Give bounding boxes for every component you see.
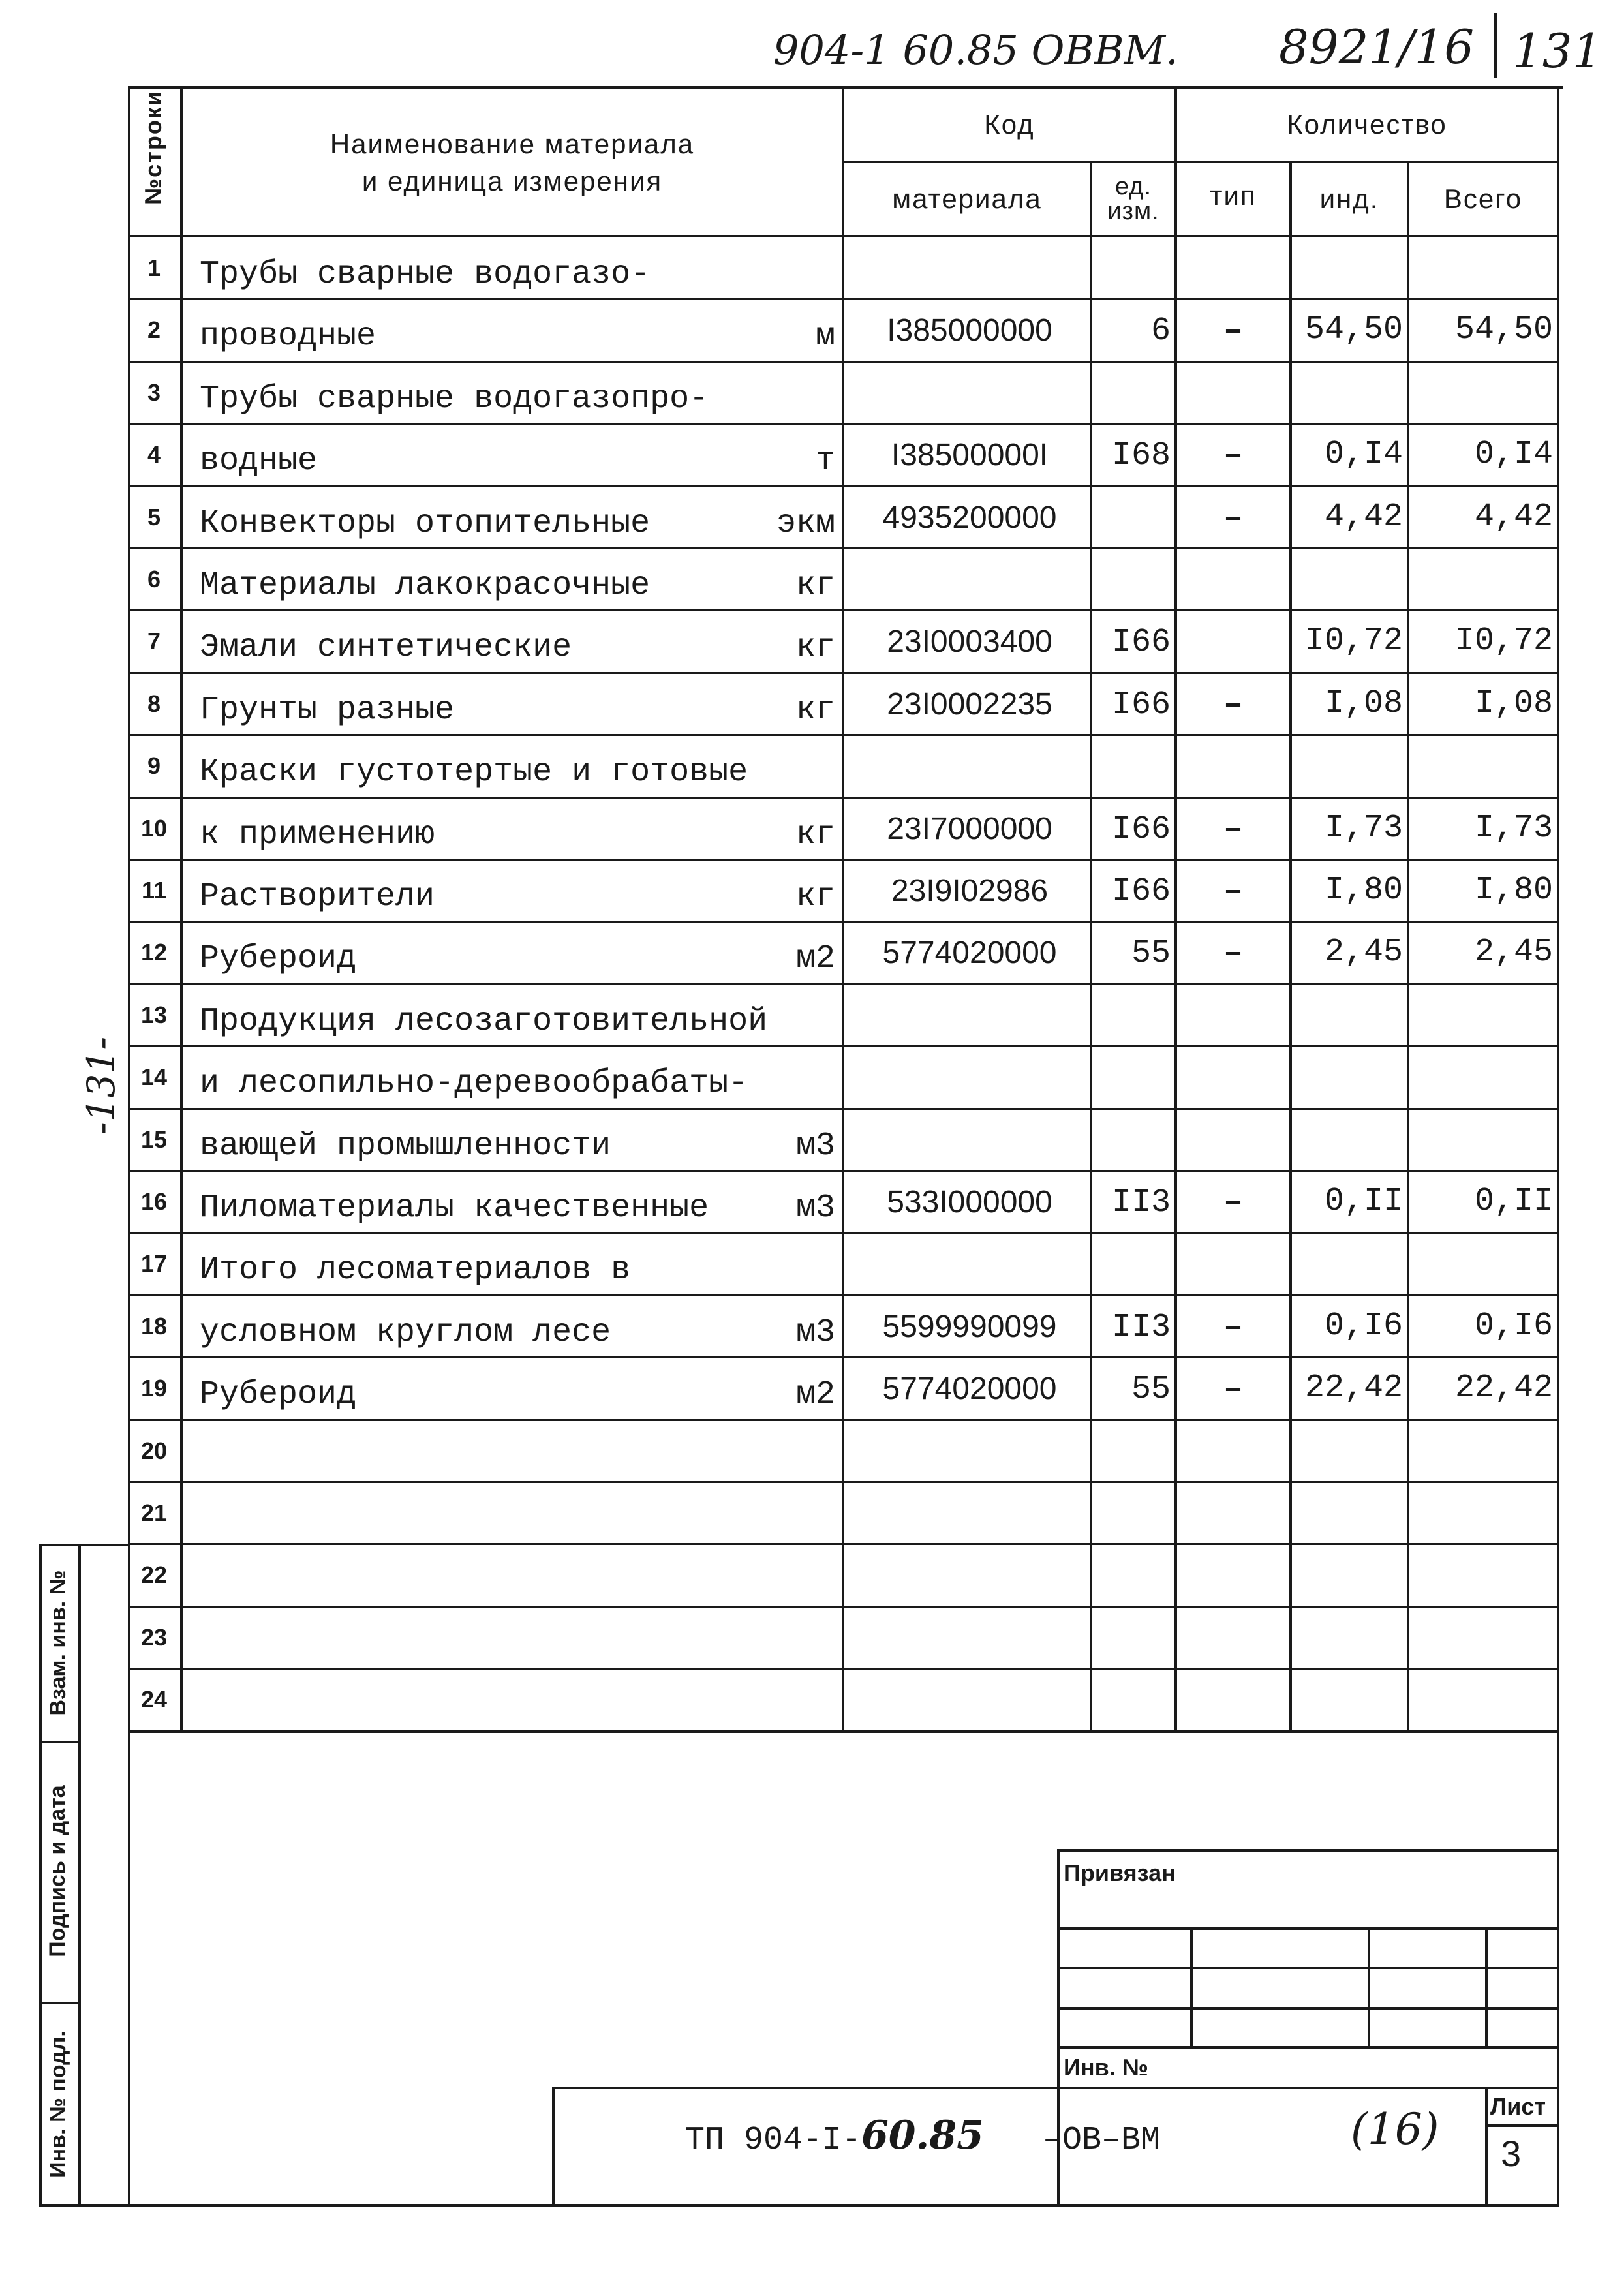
- material-name: Конвекторы отопительные: [200, 505, 651, 542]
- row-divider: [128, 921, 1557, 923]
- quantity-ind: 0,I4: [1324, 436, 1403, 473]
- material-name: Рубероид: [200, 1376, 357, 1413]
- row-divider: [128, 1668, 1557, 1670]
- col-header-qty-total: Всего: [1443, 183, 1523, 214]
- quantity-ind: 54,50: [1304, 311, 1403, 348]
- material-code: I385000000: [887, 313, 1052, 348]
- row-number: 19: [140, 1375, 168, 1401]
- row-divider: [128, 1232, 1557, 1234]
- col-header-code-unit: [1092, 163, 1174, 235]
- unit-code: 6: [1150, 313, 1171, 350]
- material-name: Трубы сварные водогазо-: [200, 256, 651, 293]
- row-number: 24: [140, 1686, 168, 1713]
- quantity-total: 2,45: [1474, 934, 1553, 971]
- row-number: 3: [147, 379, 161, 406]
- material-name: условном круглом лесе: [200, 1314, 611, 1351]
- quantity-total: 0,II: [1474, 1183, 1553, 1220]
- row-number: 17: [140, 1250, 168, 1277]
- row-divider: [128, 734, 1557, 736]
- unit-of-measure: м2: [795, 940, 835, 977]
- quantity-total: 22,42: [1454, 1370, 1553, 1407]
- row-number: 14: [140, 1064, 168, 1090]
- row-number: 11: [141, 877, 167, 904]
- quantity-type: –: [1223, 437, 1243, 474]
- stamp-privyazan: Привязан: [1064, 1860, 1176, 1886]
- stamp-list-value: 3: [1501, 2133, 1522, 2174]
- unit-of-measure: м2: [795, 1376, 835, 1413]
- material-name: Продукция лесозаготовительной: [200, 1003, 768, 1040]
- material-code: 23I0002235: [887, 687, 1052, 722]
- row-divider: [128, 1606, 1557, 1608]
- material-code: 23I7000000: [887, 812, 1052, 846]
- side-label-inv-podl: Инв. № подл.: [46, 2030, 70, 2178]
- quantity-ind: I0,72: [1304, 622, 1403, 660]
- side-label-vzam-inv: Взам. инв. №: [46, 1570, 70, 1716]
- col-header-name-line2: и единица измерения: [361, 166, 663, 196]
- material-code: 4935200000: [882, 500, 1057, 535]
- header-page-number: 131: [1512, 23, 1603, 78]
- quantity-type: –: [1223, 1309, 1243, 1346]
- material-name: Грунты разные: [200, 692, 455, 729]
- unit-of-measure: м: [815, 318, 835, 355]
- row-number: 1: [147, 254, 161, 281]
- quantity-type: –: [1223, 811, 1243, 848]
- quantity-total: 0,I6: [1474, 1308, 1553, 1345]
- unit-of-measure: м3: [795, 1314, 835, 1351]
- row-number: 20: [140, 1437, 168, 1464]
- row-number: 15: [140, 1126, 168, 1153]
- handwritten-sheet-ref: (16): [1351, 2104, 1439, 2154]
- quantity-total: I,80: [1474, 872, 1553, 909]
- unit-of-measure: м3: [795, 1189, 835, 1227]
- material-name: Трубы сварные водогазопро-: [200, 380, 709, 418]
- col-header-name: [183, 117, 842, 209]
- row-number: 12: [140, 939, 168, 966]
- quantity-total: I0,72: [1454, 622, 1553, 660]
- material-name: Материалы лакокрасочные: [200, 567, 651, 604]
- material-name: Итого лесоматериалов в: [200, 1251, 631, 1289]
- unit-code: II3: [1111, 1184, 1171, 1221]
- unit-of-measure: кг: [795, 567, 835, 604]
- quantity-type: –: [1223, 935, 1243, 972]
- unit-code: I68: [1111, 437, 1171, 474]
- unit-of-measure: экм: [776, 505, 835, 542]
- row-number: 9: [147, 752, 161, 779]
- row-number: 23: [140, 1624, 168, 1651]
- quantity-total: 0,I4: [1474, 436, 1553, 473]
- row-divider: [128, 672, 1557, 674]
- col-header-code-group: Код: [984, 108, 1035, 140]
- row-divider: [128, 361, 1557, 363]
- row-divider: [128, 1419, 1557, 1421]
- material-code: 23I0003400: [887, 624, 1052, 659]
- material-code: 5774020000: [882, 936, 1057, 970]
- stamp-list-label: Лист: [1490, 2093, 1546, 2120]
- row-number: 7: [147, 628, 161, 654]
- material-name: и лесопильно-деревообрабаты-: [200, 1065, 748, 1102]
- row-number: 16: [140, 1188, 168, 1215]
- unit-of-measure: м3: [795, 1127, 835, 1165]
- quantity-ind: 4,42: [1324, 498, 1403, 536]
- row-divider: [128, 1543, 1557, 1545]
- stamp-inv-no: Инв. №: [1064, 2054, 1148, 2081]
- col-header-qty-group: Количество: [1287, 108, 1447, 140]
- quantity-type: –: [1223, 686, 1243, 724]
- row-divider: [128, 1170, 1557, 1172]
- col-header-qty-ind: инд.: [1319, 183, 1379, 214]
- material-name: Эмали синтетические: [200, 629, 572, 666]
- header-separator: [1494, 13, 1497, 78]
- quantity-ind: I,08: [1324, 685, 1403, 722]
- col-header-code-unit-line1: ед.: [1114, 173, 1152, 200]
- row-number: 10: [140, 815, 168, 842]
- col-header-code-material: материала: [892, 183, 1042, 214]
- unit-code: 55: [1131, 1371, 1171, 1408]
- row-divider: [128, 485, 1557, 487]
- row-number: 4: [147, 441, 161, 468]
- document-designation: [685, 2113, 1160, 2159]
- quantity-total: 54,50: [1454, 311, 1553, 348]
- doc-prefix: ТП 904-I-: [685, 2122, 862, 2159]
- row-divider: [128, 423, 1557, 425]
- material-code: 23I9I02986: [891, 874, 1049, 908]
- quantity-type: –: [1223, 873, 1243, 910]
- row-number: 2: [147, 316, 161, 343]
- unit-of-measure: кг: [795, 692, 835, 729]
- material-name: водные: [200, 442, 318, 480]
- quantity-ind: 0,II: [1324, 1183, 1403, 1220]
- row-divider: [128, 1481, 1557, 1483]
- quantity-type: –: [1223, 1184, 1243, 1221]
- row-number: 21: [140, 1499, 168, 1526]
- quantity-ind: I,80: [1324, 872, 1403, 909]
- quantity-type: –: [1223, 1371, 1243, 1408]
- unit-code: I66: [1111, 873, 1171, 910]
- row-divider: [128, 1108, 1557, 1110]
- col-header-code-unit-line2: изм.: [1107, 198, 1159, 225]
- quantity-type: –: [1223, 500, 1243, 537]
- row-divider: [128, 1294, 1557, 1296]
- row-divider: [128, 797, 1557, 799]
- row-number: 18: [140, 1313, 168, 1339]
- unit-code: I66: [1111, 686, 1171, 724]
- row-divider: [128, 609, 1557, 611]
- unit-code: I66: [1111, 624, 1171, 661]
- quantity-total: I,08: [1474, 685, 1553, 722]
- row-number: 5: [147, 504, 161, 530]
- quantity-total: 4,42: [1474, 498, 1553, 536]
- row-number: 22: [140, 1561, 168, 1588]
- row-divider: [128, 1356, 1557, 1358]
- unit-code: II3: [1111, 1309, 1171, 1346]
- doc-number-handwritten: 60.85: [861, 2113, 984, 2158]
- row-number: 13: [140, 1002, 168, 1028]
- col-header-qty-type: тип: [1210, 179, 1257, 211]
- row-number: 8: [147, 690, 161, 717]
- material-code: 5774020000: [882, 1371, 1057, 1406]
- quantity-ind: I,73: [1324, 810, 1403, 847]
- header-code-handwritten: 904-1 60.85 ОВВМ.: [773, 26, 1178, 74]
- unit-of-measure: кг: [795, 878, 835, 915]
- margin-page-mark: -131-: [79, 1037, 123, 1135]
- unit-of-measure: т: [815, 442, 835, 480]
- material-name: Рубероид: [200, 940, 357, 977]
- quantity-ind: 0,I6: [1324, 1308, 1403, 1345]
- row-number: 6: [147, 566, 161, 592]
- quantity-ind: 22,42: [1304, 1370, 1403, 1407]
- side-label-podpis-data: Подпись и дата: [45, 1785, 70, 1957]
- doc-suffix: –ОВ–ВМ: [1042, 2122, 1160, 2159]
- unit-of-measure: кг: [795, 816, 835, 853]
- material-name: проводные: [200, 318, 376, 355]
- row-divider: [128, 547, 1557, 549]
- quantity-total: I,73: [1474, 810, 1553, 847]
- material-name: вающей промышленности: [200, 1127, 611, 1165]
- material-name: Пиломатериалы качественные: [200, 1189, 709, 1227]
- header-archive-number: 8921/16: [1279, 20, 1475, 74]
- quantity-ind: 2,45: [1324, 934, 1403, 971]
- quantity-type: –: [1223, 313, 1243, 350]
- col-header-name-line1: Наименование материала: [330, 129, 695, 160]
- material-name: к применению: [200, 816, 435, 853]
- row-divider: [128, 1045, 1557, 1047]
- row-divider: [128, 983, 1557, 985]
- row-divider: [128, 298, 1557, 300]
- unit-of-measure: кг: [795, 629, 835, 666]
- material-code: I38500000I: [891, 438, 1049, 472]
- col-header-row-no: №строки: [139, 90, 166, 205]
- material-name: Краски густотертые и готовые: [200, 754, 748, 791]
- material-code: 533I000000: [887, 1185, 1052, 1219]
- material-name: Растворители: [200, 878, 435, 915]
- unit-code: I66: [1111, 811, 1171, 848]
- row-divider: [128, 859, 1557, 861]
- unit-code: 55: [1131, 935, 1171, 972]
- material-code: 5599990099: [882, 1309, 1057, 1344]
